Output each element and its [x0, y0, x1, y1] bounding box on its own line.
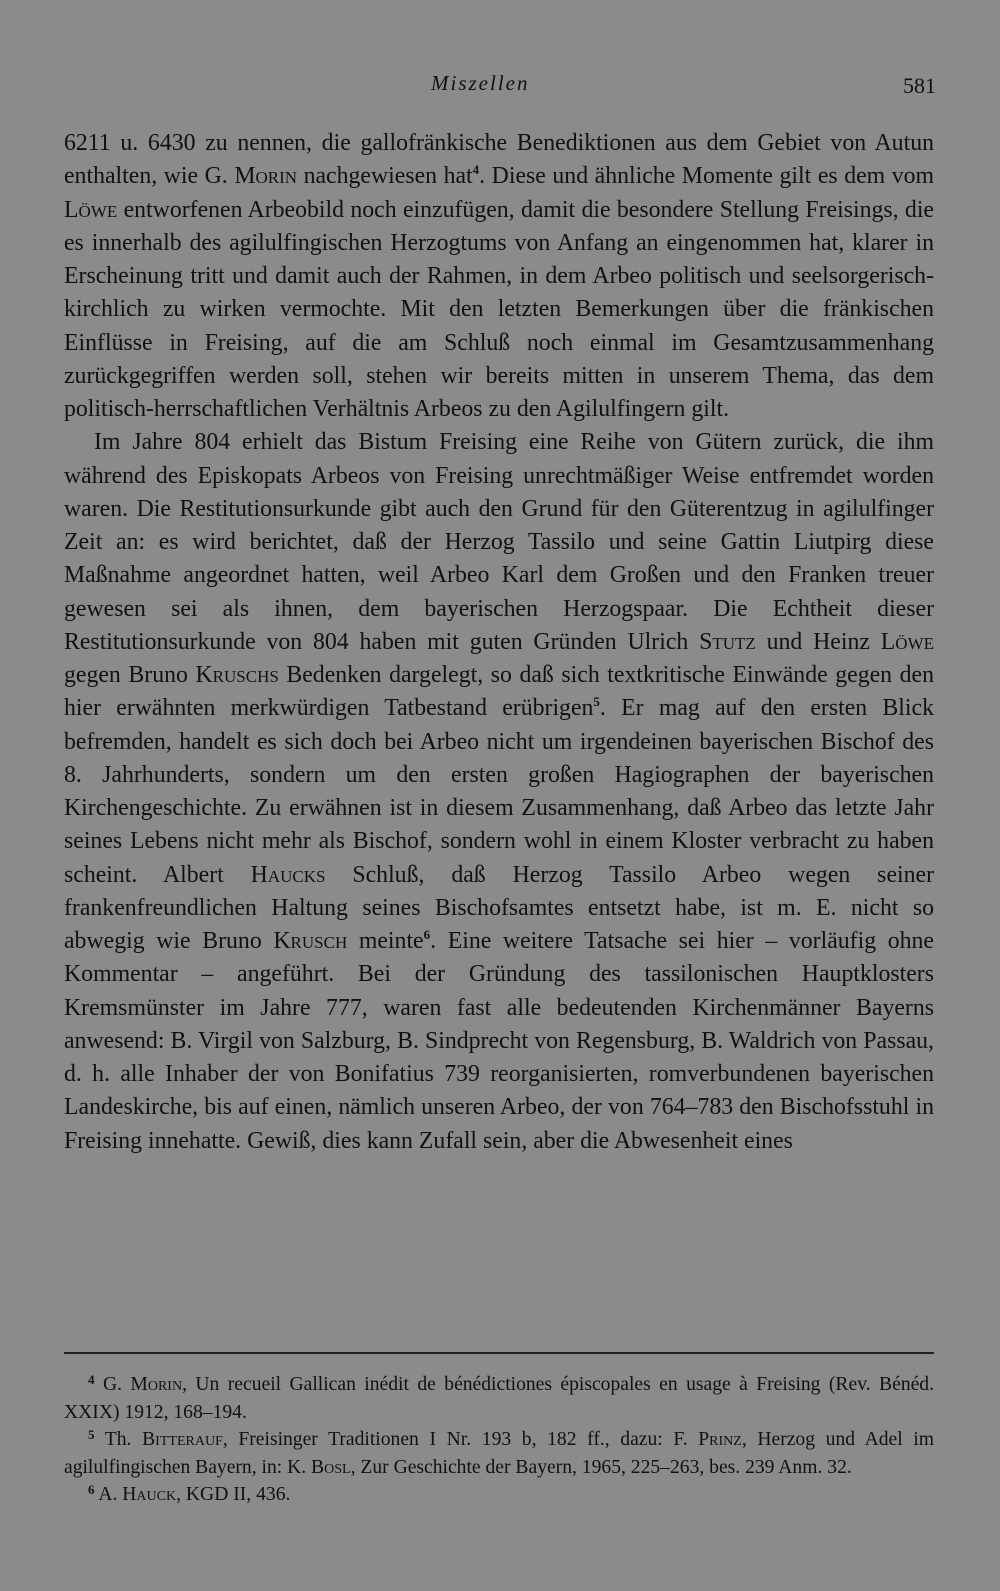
body-text	[64, 127, 934, 1158]
text-run: Th.	[104, 1429, 143, 1450]
footnotes	[64, 1371, 934, 1509]
author-name: Bitterauf	[142, 1429, 223, 1450]
text-run: , Freisinger Traditionen I Nr. 193 b, 182 ff., dazu: F.	[222, 1429, 699, 1450]
text-run: entworfenen Arbeobild noch einzufügen, damit die besondere Stellung Freisings, die es innerhalb des agilulfingischen Herzogtums von Anfang an eingenommen hat, klarer in Erscheinung tritt und damit auch der Rahmen, in dem Arbeo politisch und seelsorgerisch-kirchlich zu wirken vermochte. Mit den letzten Bemerkungen über die fränkischen Einflüsse in Freising, auf die am Schluß noch einmal im Gesamtzusammenhang zurückgegriffen werden soll, stehen wir bereits mitten in unserem Thema, das dem politisch-herrschaftlichen Verhältnis Arbeos zu den Agilulfingern gilt.	[64, 196, 934, 422]
text-run: , Herzog und Adel im agilulfingischen Bayern, in: K.	[64, 1429, 935, 1478]
text-run: G.	[102, 1374, 131, 1395]
author-name: Löwe	[880, 628, 934, 655]
author-name: Morin	[234, 163, 298, 190]
text-run: . Diese und ähnliche Momente gilt es dem vom	[479, 163, 935, 190]
running-head: Miszellen	[431, 71, 530, 95]
text-run: nachgewiesen hat	[297, 163, 473, 190]
author-name: Prinz	[698, 1429, 742, 1450]
author-name: Kruschs	[195, 662, 279, 688]
text-run: meinte	[347, 928, 424, 954]
author-name: Morin	[130, 1374, 183, 1395]
footnote	[64, 1371, 934, 1426]
footnote-mark: 6	[88, 1482, 95, 1497]
author-name: Bosl	[311, 1456, 351, 1478]
text-run: Im Jahre 804 erhielt das Bistum Freising eine Reihe von Gütern zurück, die ihm während des Episkopats Arbeos von Freising unrechtmäßiger Weise entfremdet worden waren. Die Restitutionsurkunde gibt auch den Grund für den Güterentzug in agilulfinger Zeit an: es wird berichtet, daß der Herzog Tassilo und seine Gattin Liutpirg diese Maßnahme angeordnet hatten, weil Arbeo Karl dem Großen und den Franken treuer gewesen sei als ihnen, dem bayerischen Herzogspaar. Die Echtheit dieser Restitutionsurkunde von 804 haben mit guten Gründen Ulrich	[64, 429, 934, 655]
text-run: , KGD II, 436.	[176, 1484, 291, 1505]
text-run: Bedenken dargelegt, so daß sich textkritische Einwände gegen den hier erwähnten merkwürdigen Tatbestand erübrigen	[64, 662, 934, 722]
paragraph	[64, 426, 934, 1158]
author-name: Löwe	[64, 196, 118, 223]
footnote-reference: 5	[593, 694, 600, 710]
footnote-mark: 4	[88, 1372, 95, 1387]
author-name: Stutz	[699, 628, 756, 655]
author-name: Haucks	[250, 861, 326, 888]
text-run: Schluß, daß Herzog Tassilo Arbeo wegen seiner frankenfreundlichen Haltung seines Bischofsamtes entsetzt habe, ist m. E. nicht so abwegig wie Bruno	[64, 861, 934, 954]
footnote-separator	[64, 1352, 934, 1354]
footnote-reference: 6	[423, 927, 431, 942]
author-name: Hauck	[122, 1484, 177, 1505]
text-run: , Zur Geschichte der Bayern, 1965, 225–263, bes. 239 Anm. 32.	[350, 1456, 852, 1478]
footnote	[64, 1426, 934, 1481]
footnote-reference: 4	[472, 162, 480, 178]
text-run: , Un recueil Gallican inédit de bénédictiones épiscopales en usage à Freising (Rev. Bénéd. XXIX) 1912, 168–194.	[64, 1374, 935, 1423]
text-run: A.	[98, 1484, 123, 1505]
text-run: und Heinz	[755, 628, 881, 655]
text-run: gegen Bruno	[64, 662, 196, 688]
page-number: 581	[903, 73, 936, 98]
author-name: Krusch	[273, 928, 348, 954]
text-run: . Er mag auf den ersten Blick befremden, handelt es sich doch bei Arbeo nicht um irgendeinen bayerischen Bischof des 8. Jahrhunderts, sondern um den ersten großen Hagiographen der bayerischen Kirchengeschichte. Zu erwähnen ist in diesem Zusammenhang, daß Arbeo das letzte Jahr seines Lebens nicht mehr als Bischof, sondern wohl in einem Kloster verbracht zu haben scheint. Albert	[64, 695, 934, 888]
footnote-mark: 5	[88, 1427, 95, 1442]
text-run: 6211 u. 6430 zu nennen, die gallofränkische Benediktionen aus dem Gebiet von Autun enthalten, wie G.	[64, 130, 934, 190]
text-run: . Eine weitere Tatsache sei hier – vorläufig ohne Kommentar – angeführt. Bei der Gründung des tassilonischen Hauptklosters Kremsmünster im Jahre 777, waren fast alle bedeutenden Kirchenmänner Bayerns anwesend: B. Virgil von Salzburg, B. Sindprecht von Regensburg, B. Waldrich von Passau, d. h. alle Inhaber der von Bonifatius 739 reorganisierten, romverbundenen bayerischen Landeskirche, bis auf einen, nämlich unseren Arbeo, der von 764–783 den Bischofsstuhl in Freising innehatte. Gewiß, dies kann Zufall sein, aber die Abwesenheit eines	[64, 928, 934, 1154]
footnote	[64, 1481, 934, 1509]
paragraph	[64, 127, 934, 426]
